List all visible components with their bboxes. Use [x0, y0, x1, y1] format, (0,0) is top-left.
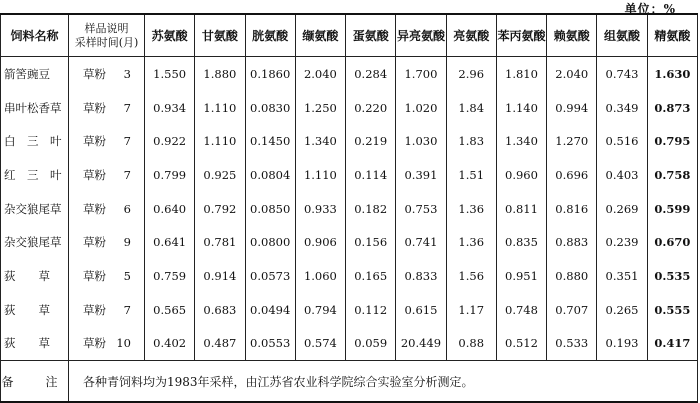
value-cell: 0.0850	[245, 192, 295, 226]
header-leucine: 亮氨酸	[446, 14, 496, 57]
value-cell: 0.059	[346, 327, 396, 361]
value-cell: 0.555	[647, 293, 697, 327]
value-cell: 2.040	[547, 57, 597, 91]
value-cell: 1.110	[195, 124, 245, 158]
value-cell: 0.833	[396, 259, 446, 293]
sample-cell	[69, 57, 145, 91]
sample-month: 3	[123, 66, 131, 81]
value-cell: 2.040	[295, 57, 345, 91]
header-methionine: 蛋氨酸	[346, 14, 396, 57]
value-cell: 0.599	[647, 192, 697, 226]
value-cell: 0.640	[145, 192, 195, 226]
value-cell: 0.0494	[245, 293, 295, 327]
value-cell: 0.781	[195, 225, 245, 259]
value-cell: 0.835	[496, 225, 546, 259]
value-cell: 1.56	[446, 259, 496, 293]
value-cell: 0.114	[346, 158, 396, 192]
value-cell: 1.340	[295, 124, 345, 158]
header-cystine: 胱氨酸	[245, 14, 295, 57]
value-cell: 1.36	[446, 192, 496, 226]
table-row	[1, 192, 698, 226]
value-cell: 0.743	[597, 57, 647, 91]
value-cell: 0.811	[496, 192, 546, 226]
value-cell: 0.906	[295, 225, 345, 259]
value-cell: 0.193	[597, 327, 647, 361]
header-sample-line2: 采样时间(月)	[74, 35, 139, 49]
value-cell: 0.351	[597, 259, 647, 293]
value-cell: 0.417	[647, 327, 697, 361]
header-threonine: 苏氨酸	[145, 14, 195, 57]
value-cell: 1.83	[446, 124, 496, 158]
sample-form: 草粉	[83, 302, 106, 317]
value-cell: 0.741	[396, 225, 446, 259]
sample-form: 草粉	[83, 134, 106, 149]
value-cell: 0.960	[496, 158, 546, 192]
table-row	[1, 91, 698, 125]
table-row	[1, 124, 698, 158]
value-cell: 0.487	[195, 327, 245, 361]
sample-form: 草粉	[83, 268, 106, 283]
value-cell: 0.574	[295, 327, 345, 361]
header-sample-line1: 样品说明	[84, 21, 129, 35]
feed-name-cell: 红 三 叶	[1, 158, 69, 192]
table-row	[1, 327, 698, 361]
sample-cell	[69, 158, 145, 192]
value-cell: 0.156	[346, 225, 396, 259]
value-cell: 1.110	[195, 91, 245, 125]
remark-label: 备 注	[1, 361, 69, 403]
feed-name-cell: 荻 草	[1, 327, 69, 361]
value-cell: 0.402	[145, 327, 195, 361]
feed-name-cell: 杂交狼尾草	[1, 192, 69, 226]
table-row	[1, 225, 698, 259]
feed-name-cell: 杂交狼尾草	[1, 225, 69, 259]
value-cell: 0.182	[346, 192, 396, 226]
value-cell: 0.994	[547, 91, 597, 125]
feed-name-cell: 箭筈豌豆	[1, 57, 69, 91]
value-cell: 0.269	[597, 192, 647, 226]
value-cell: 0.934	[145, 91, 195, 125]
feed-name-cell: 荻 草	[1, 293, 69, 327]
value-cell: 0.349	[597, 91, 647, 125]
value-cell: 0.951	[496, 259, 546, 293]
sample-cell	[69, 259, 145, 293]
value-cell: 0.284	[346, 57, 396, 91]
sample-month: 10	[116, 336, 131, 351]
table-row	[1, 57, 698, 91]
value-cell: 0.758	[647, 158, 697, 192]
sample-form: 草粉	[83, 66, 106, 81]
header-isoleucine: 异亮氨酸	[396, 14, 446, 57]
sample-cell	[69, 91, 145, 125]
value-cell: 0.0804	[245, 158, 295, 192]
value-cell: 0.683	[195, 293, 245, 327]
value-cell: 0.914	[195, 259, 245, 293]
value-cell: 1.140	[496, 91, 546, 125]
value-cell: 1.84	[446, 91, 496, 125]
value-cell: 0.516	[597, 124, 647, 158]
value-cell: 0.403	[597, 158, 647, 192]
value-cell: 1.110	[295, 158, 345, 192]
value-cell: 0.265	[597, 293, 647, 327]
remark-row	[1, 361, 698, 403]
sample-form: 草粉	[83, 100, 106, 115]
value-cell: 1.340	[496, 124, 546, 158]
header-histidine: 组氨酸	[597, 14, 647, 57]
table-row	[1, 293, 698, 327]
header-lysine: 赖氨酸	[547, 14, 597, 57]
sample-month: 7	[123, 167, 131, 182]
value-cell: 1.51	[446, 158, 496, 192]
sample-form: 草粉	[83, 201, 106, 216]
sample-form: 草粉	[83, 235, 106, 250]
value-cell: 0.880	[547, 259, 597, 293]
header-glycine: 甘氨酸	[195, 14, 245, 57]
value-cell: 0.219	[346, 124, 396, 158]
sample-cell	[69, 293, 145, 327]
value-cell: 0.165	[346, 259, 396, 293]
header-feed-name: 饲料名称	[1, 14, 69, 57]
sample-month: 6	[123, 201, 131, 216]
value-cell: 0.565	[145, 293, 195, 327]
value-cell: 0.925	[195, 158, 245, 192]
value-cell: 0.615	[396, 293, 446, 327]
value-cell: 1.250	[295, 91, 345, 125]
value-cell: 0.88	[446, 327, 496, 361]
sample-form: 草粉	[83, 167, 106, 182]
sample-month: 5	[123, 268, 131, 283]
value-cell: 1.700	[396, 57, 446, 91]
value-cell: 0.759	[145, 259, 195, 293]
value-cell: 1.880	[195, 57, 245, 91]
value-cell: 2.96	[446, 57, 496, 91]
sample-month: 7	[123, 302, 131, 317]
value-cell: 0.391	[396, 158, 446, 192]
value-cell: 0.883	[547, 225, 597, 259]
remark-text: 各种青饲料均为1983年采样，由江苏省农业科学院综合实验室分析测定。	[69, 361, 698, 403]
header-valine: 缬氨酸	[295, 14, 345, 57]
value-cell: 0.799	[145, 158, 195, 192]
value-cell: 0.112	[346, 293, 396, 327]
value-cell: 1.17	[446, 293, 496, 327]
feed-name-cell: 荻 草	[1, 259, 69, 293]
value-cell: 0.873	[647, 91, 697, 125]
amino-acid-table	[0, 13, 698, 403]
value-cell: 1.550	[145, 57, 195, 91]
value-cell: 0.670	[647, 225, 697, 259]
value-cell: 0.933	[295, 192, 345, 226]
sample-cell	[69, 225, 145, 259]
value-cell: 0.707	[547, 293, 597, 327]
value-cell: 0.922	[145, 124, 195, 158]
value-cell: 0.792	[195, 192, 245, 226]
table-row	[1, 158, 698, 192]
sample-cell	[69, 124, 145, 158]
value-cell: 0.512	[496, 327, 546, 361]
value-cell: 20.449	[396, 327, 446, 361]
sample-month: 7	[123, 134, 131, 149]
value-cell: 0.696	[547, 158, 597, 192]
value-cell: 1.030	[396, 124, 446, 158]
value-cell: 1.810	[496, 57, 546, 91]
value-cell: 0.0553	[245, 327, 295, 361]
value-cell: 0.794	[295, 293, 345, 327]
value-cell: 0.535	[647, 259, 697, 293]
header-phenylalanine: 苯丙氨酸	[496, 14, 546, 57]
value-cell: 0.1450	[245, 124, 295, 158]
value-cell: 1.36	[446, 225, 496, 259]
header-sample-description	[69, 14, 145, 57]
value-cell: 0.533	[547, 327, 597, 361]
value-cell: 0.0573	[245, 259, 295, 293]
value-cell: 0.748	[496, 293, 546, 327]
value-cell: 0.816	[547, 192, 597, 226]
value-cell: 0.0830	[245, 91, 295, 125]
sample-cell	[69, 327, 145, 361]
value-cell: 1.060	[295, 259, 345, 293]
feed-name-cell: 串叶松香草	[1, 91, 69, 125]
header-arginine: 精氨酸	[647, 14, 697, 57]
feed-name-cell: 白 三 叶	[1, 124, 69, 158]
value-cell: 0.0800	[245, 225, 295, 259]
value-cell: 0.239	[597, 225, 647, 259]
value-cell: 0.641	[145, 225, 195, 259]
sample-month: 7	[123, 100, 131, 115]
value-cell: 0.220	[346, 91, 396, 125]
sample-cell	[69, 192, 145, 226]
sample-month: 9	[123, 235, 131, 250]
unit-label: 单位：%	[624, 2, 676, 16]
value-cell: 1.020	[396, 91, 446, 125]
value-cell: 1.630	[647, 57, 697, 91]
table-row	[1, 259, 698, 293]
table-header-row	[1, 14, 698, 57]
value-cell: 1.270	[547, 124, 597, 158]
value-cell: 0.795	[647, 124, 697, 158]
sample-form: 草粉	[83, 336, 106, 351]
value-cell: 0.1860	[245, 57, 295, 91]
value-cell: 0.753	[396, 192, 446, 226]
